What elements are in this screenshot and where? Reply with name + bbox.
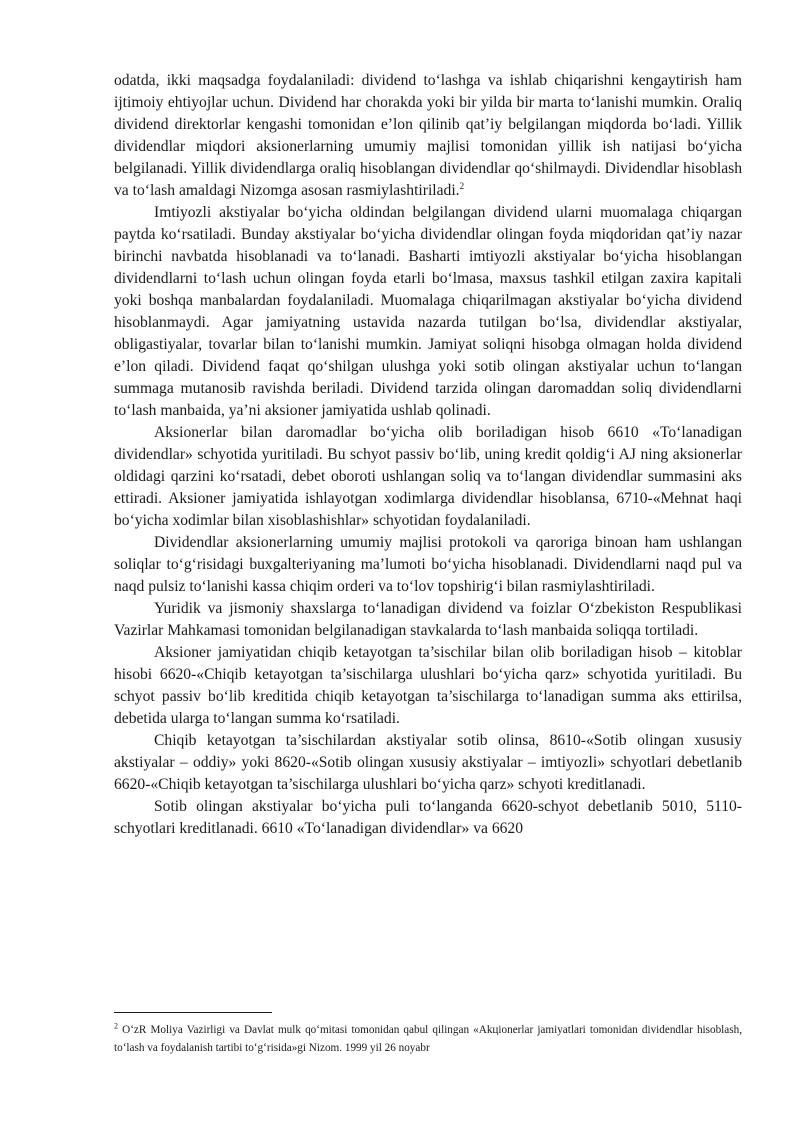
footnote bbox=[114, 1021, 742, 1057]
paragraph-4: Dividendlar aksionerlarning umumiy majlisi protokoli va qaroriga binoan ham ushlangan soliqlar to‘g‘risidagi buxgalteriyaning ma’lumoti bo‘yicha hisoblanadi. Dividendlarni naqd pul va naqd pulsiz to‘lanishi kassa chiqim orderi va to‘lov topshirig‘i bilan rasmiylashtiriladi. bbox=[114, 534, 742, 595]
footnote-reference[interactable]: 2 bbox=[459, 180, 465, 191]
paragraph-5: Yuridik va jismoniy shaxslarga to‘lanadigan dividend va foizlar O‘zbekiston Respublikasi Vazirlar Mahkamasi tomonidan belgilanadigan stavkalarda to‘lash manbaida soliqqa tortiladi. bbox=[114, 600, 742, 639]
paragraph-7: Chiqib ketayotgan ta’sischilardan akstiyalar sotib olinsa, 8610-«Sotib olingan xususiy akstiyalar – oddiy» yoki 8620-«Sotib olingan xususiy akstiyalar – imtiyozli» schyotlari debetlanib 6620-«Chiqib ketayotgan ta’sischilarga ulushlari bo‘yicha qarz» schyoti kreditlanadi. bbox=[114, 732, 742, 793]
paragraph-8: Sotib olingan akstiyalar bo‘yicha puli to‘langanda 6620-schyot debetlanib 5010, 5110-schyotlari kreditlanadi. 6610 «To‘lanadigan dividendlar» va 6620 bbox=[114, 798, 742, 837]
footnote-separator bbox=[114, 1012, 272, 1013]
footnote-number: 2 bbox=[114, 1021, 118, 1031]
paragraph-2: Imtiyozli akstiyalar bo‘yicha oldindan belgilangan dividend ularni muomalaga chiqargan paytda ko‘rsatiladi. Bunday akstiyalar bo‘yicha dividendlar olingan foyda miqdoridan qat’iy nazar birinchi navbatda hisoblanadi va to‘lanadi. Basharti imtiyozli akstiyalar bo‘yicha hisoblangan dividendlarni to‘lash uchun olingan foyda etarli bo‘lmasa, maxsus tashkil etilgan zaxira kapitali yoki boshqa manbalardan foydalaniladi. Muomalaga chiqarilmagan akstiyalar bo‘yicha dividend hisoblanmaydi. Agar jamiyatning ustavida nazarda tutilgan bo‘lsa, dividendlar akstiyalar, obligastiyalar, tovarlar bilan to‘lanishi mumkin. Jamiyat soliqni hisobga olmagan holda dividend e’lon qiladi. Dividend faqat qo‘shilgan ulushga yoki sotib olingan akstiyalar uchun to‘langan summaga mutanosib ravishda beriladi. Dividend tarzida olingan daromaddan soliq dividendlarni to‘lash manbaida, ya’ni aksioner jamiyatida ushlab qolinadi. bbox=[114, 204, 742, 419]
footnote-text: O‘zR Moliya Vazirligi va Davlat mulk qo‘mitasi tomonidan qabul qilingan «Akцionerlar jamiyatlari tomonidan dividendlar hisoblash, to‘lash va foydalanish tartibi to‘g‘risida»gi Nizom. 1999 yil 26 noyabr bbox=[114, 1024, 742, 1054]
paragraph-6: Aksioner jamiyatidan chiqib ketayotgan ta’sischilar bilan olib boriladigan hisob – kitoblar hisobi 6620-«Chiqib ketayotgan ta’sischilarga ulushlari bo‘yicha qarz» schyotida yuritiladi. Bu schyot passiv bo‘lib kreditida chiqib ketayotgan ta’sischilarga to‘lanadigan summa aks ettirilsa, debetida ularga to‘langan summa ko‘rsatiladi. bbox=[114, 644, 742, 727]
paragraph-3: Aksionerlar bilan daromadlar bo‘yicha olib boriladigan hisob 6610 «To‘lanadigan dividendlar» schyotida yuritiladi. Bu schyot passiv bo‘lib, uning kredit qoldig‘i AJ ning aksionerlar oldidagi qarzini ko‘rsatadi, debet oboroti ushlangan soliq va to‘langan dividendlar summasini aks ettiradi. Aksioner jamiyatida ishlayotgan xodimlarga dividendlar hisoblansa, 6710-«Mehnat haqi bo‘yicha xodimlar bilan xisoblashishlar» schyotidan foydalaniladi. bbox=[114, 424, 742, 529]
paragraph-1-text: odatda, ikki maqsadga foydalaniladi: dividend to‘lashga va ishlab chiqarishni kengaytirish ham ijtimoiy ehtiyojlar uchun. Dividend har chorakda yoki bir yilda bir marta to‘lanishi mumkin. Oraliq dividend direktorlar kengashi tomonidan e’lon qilinib qat’iy belgilangan miqdorda bo‘ladi. Yillik dividendlar miqdori aksionerlarning umumiy majlisi tomonidan yillik ish natijasi bo‘yicha belgilanadi. Yillik dividendlarga oraliq hisoblangan dividendlar qo‘shilmaydi. Dividendlar hisoblash va to‘lash amaldagi Nizomga asosan rasmiylashtiriladi. bbox=[114, 72, 742, 199]
document-body bbox=[114, 70, 742, 840]
paragraph-1 bbox=[114, 70, 742, 202]
